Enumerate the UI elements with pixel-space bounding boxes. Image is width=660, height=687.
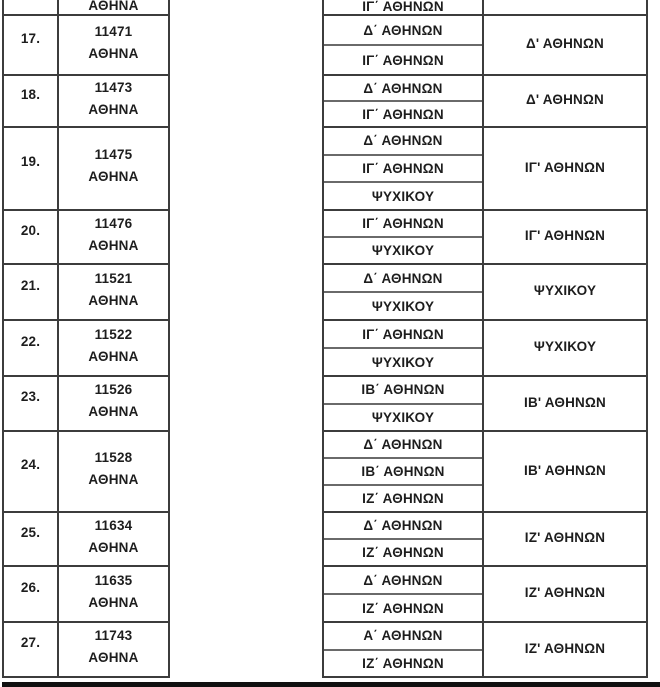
city-name: ΑΘΗΝΑ [88,348,139,364]
table-row [324,377,646,432]
old-doy-subrow [324,102,482,126]
new-doy-name: ΨΥΧΙΚΟΥ [533,283,597,298]
old-doy-name: Α΄ ΑΘΗΝΩΝ [363,628,443,644]
old-doy-name: Δ΄ ΑΘΗΝΩΝ [363,437,443,452]
old-doy-name: ΨΥΧΙΚΟΥ [371,188,435,204]
new-doy-cell [484,432,646,511]
old-doy-name: ΨΥΧΙΚΟΥ [371,298,435,314]
table-row [324,265,646,321]
old-doy-column [324,623,484,676]
old-doy-subrow [324,76,482,102]
new-doy-cell [484,513,646,565]
old-doy-column [324,128,484,209]
table-row [4,211,168,265]
new-doy-cell [484,623,646,676]
table-row [4,567,168,623]
old-doy-column [324,377,484,430]
table-row [4,16,168,76]
postal-code: 11476 [94,215,133,231]
row-number: 18. [20,86,41,102]
table-row [4,76,168,128]
postal-code: 11522 [94,326,133,342]
row-number-cell [4,265,59,319]
postal-code-city-cell [59,623,168,676]
new-doy-cell [484,321,646,375]
new-doy-cell [484,265,646,319]
old-doy-subrow [324,513,482,540]
row-number-cell [4,76,59,126]
row-number-cell [4,623,59,676]
old-doy-name: ΙΖ΄ ΑΘΗΝΩΝ [362,491,444,506]
old-doy-name: Δ΄ ΑΘΗΝΩΝ [363,22,443,38]
postal-code-city-cell [59,513,168,565]
old-doy-subrow [324,567,482,595]
old-doy-name: ΙΓ΄ ΑΘΗΝΩΝ [362,161,444,176]
page-break-bar [2,682,660,687]
old-doy-name: ΙΒ΄ ΑΘΗΝΩΝ [361,464,445,479]
new-doy-cell [484,211,646,263]
postal-code: 11471 [94,23,133,39]
new-doy-cell [484,0,646,14]
row-number-cell [4,128,59,209]
old-doy-name: Δ΄ ΑΘΗΝΩΝ [363,518,443,533]
city-name: ΑΘΗΝΑ [88,404,139,419]
old-doy-name: ΙΖ΄ ΑΘΗΝΩΝ [362,655,444,671]
table-row [324,76,646,128]
old-doy-subrow [324,211,482,238]
old-doy-subrow [324,321,482,349]
new-doy-name: ΙΖ' ΑΘΗΝΩΝ [524,530,606,545]
new-doy-name: ΙΓ' ΑΘΗΝΩΝ [524,159,606,175]
new-doy-cell [484,128,646,209]
old-doy-column [324,0,484,14]
row-number-cell [4,432,59,511]
old-doy-name: ΙΓ΄ ΑΘΗΝΩΝ [362,326,444,342]
postal-code: 11526 [94,382,133,397]
postal-code: 11743 [94,628,133,643]
row-number: 24. [20,457,41,472]
table-row [324,128,646,211]
postal-code-city-cell [59,211,168,263]
old-doy-name: ΙΓ΄ ΑΘΗΝΩΝ [362,216,444,231]
old-doy-name: ΙΖ΄ ΑΘΗΝΩΝ [362,600,444,616]
postal-code-city-cell [59,321,168,375]
row-number-cell [4,513,59,565]
old-doy-subrow [324,349,482,375]
postal-code: 11528 [94,450,133,465]
old-doy-subrow [324,595,482,621]
new-doy-name: ΨΥΧΙΚΟΥ [533,339,597,354]
table-row [4,321,168,377]
table-row-continued [324,0,646,16]
new-doy-name: ΙΒ' ΑΘΗΝΩΝ [524,394,606,410]
postal-code-city-cell [59,265,168,319]
row-number-cell [4,0,59,14]
old-doy-subrow [324,46,482,74]
new-doy-name: ΙΓ' ΑΘΗΝΩΝ [524,228,606,243]
postal-code-city-cell [59,128,168,209]
new-doy-cell [484,16,646,74]
row-number: 25. [20,524,41,540]
table-row-continued [4,0,168,16]
old-doy-column [324,16,484,74]
postal-code-city-cell [59,567,168,621]
old-doy-column [324,265,484,319]
table-row [324,432,646,513]
registry-table [2,0,170,678]
city-name: ΑΘΗΝΑ [88,169,139,184]
city-name: ΑΘΗΝΑ [88,237,139,253]
city-name: ΑΘΗΝΑ [88,472,139,487]
row-number-cell [4,16,59,74]
old-doy-column [324,211,484,263]
city-name: ΑΘΗΝΑ [88,539,139,555]
table-row [4,377,168,432]
old-doy-name: ΙΓ΄ ΑΘΗΝΩΝ [362,0,444,14]
row-number: 26. [20,579,41,595]
new-doy-name: ΙΖ' ΑΘΗΝΩΝ [524,640,606,656]
new-doy-cell [484,76,646,126]
old-doy-column [324,513,484,565]
row-number-cell [4,321,59,375]
old-doy-subrow [324,432,482,459]
postal-code: 11475 [94,147,133,162]
table-row [4,432,168,513]
old-doy-name: ΨΥΧΙΚΟΥ [371,243,435,258]
table-row [324,513,646,567]
postal-code-city-cell [59,377,168,430]
postal-code: 11635 [94,572,133,588]
old-doy-subrow [324,405,482,431]
new-doy-name: ΙΒ' ΑΘΗΝΩΝ [524,462,606,478]
old-doy-subrow [324,238,482,263]
old-doy-name: Δ΄ ΑΘΗΝΩΝ [363,572,443,588]
table-row [4,128,168,211]
old-doy-name: ΙΓ΄ ΑΘΗΝΩΝ [362,52,444,68]
old-doy-name: Δ΄ ΑΘΗΝΩΝ [363,80,443,96]
new-doy-name: ΙΖ' ΑΘΗΝΩΝ [524,585,606,600]
old-doy-subrow [324,293,482,319]
postal-code-city-cell [59,16,168,74]
table-row [4,623,168,678]
row-number: 17. [20,30,41,46]
table-row [324,623,646,678]
row-number: 23. [20,389,41,404]
row-number-cell [4,377,59,430]
old-doy-subrow [324,651,482,677]
old-doy-column [324,432,484,511]
table-row [324,321,646,377]
old-doy-subrow [324,459,482,486]
city-name: ΑΘΗΝΑ [88,650,139,665]
postal-code: 11473 [94,79,133,95]
new-doy-name: Δ' ΑΘΗΝΩΝ [526,36,604,51]
city-name: ΑΘΗΝΑ [88,101,139,117]
city-name: ΑΘΗΝΑ [88,45,139,61]
old-doy-name: ΙΒ΄ ΑΘΗΝΩΝ [361,382,445,398]
row-number: 20. [20,222,41,238]
table-row [324,567,646,623]
new-doy-cell [484,377,646,430]
table-row [324,211,646,265]
postal-code: 11634 [94,517,133,533]
city-name: ΑΘΗΝΑ [88,0,139,13]
old-doy-name: ΨΥΧΙΚΟΥ [371,409,435,425]
old-doy-subrow [324,156,482,184]
row-number: 19. [20,154,41,169]
postal-code-city-cell [59,432,168,511]
old-doy-subrow [324,183,482,209]
table-row [4,265,168,321]
old-doy-subrow [324,128,482,156]
city-name: ΑΘΗΝΑ [88,594,139,610]
old-doy-subrow [324,0,482,15]
table-row [4,513,168,567]
old-doy-column [324,567,484,621]
doy-mapping-table [322,0,648,678]
old-doy-subrow [324,16,482,46]
row-number: 21. [20,277,41,293]
old-doy-subrow [324,265,482,293]
old-doy-name: ΙΓ΄ ΑΘΗΝΩΝ [362,106,444,122]
old-doy-subrow [324,623,482,651]
postal-code: 11521 [94,270,133,286]
old-doy-subrow [324,377,482,405]
row-number-cell [4,211,59,263]
old-doy-column [324,321,484,375]
new-doy-cell [484,567,646,621]
table-row [324,16,646,76]
old-doy-name: Δ΄ ΑΘΗΝΩΝ [363,270,443,286]
postal-code-city-cell [59,76,168,126]
row-number: 27. [20,635,41,650]
postal-code-city-cell [59,0,168,14]
old-doy-name: ΙΖ΄ ΑΘΗΝΩΝ [362,545,444,560]
old-doy-name: Δ΄ ΑΘΗΝΩΝ [363,133,443,149]
row-number-cell [4,567,59,621]
city-name: ΑΘΗΝΑ [88,292,139,308]
row-number: 22. [20,333,41,349]
old-doy-subrow [324,486,482,511]
new-doy-name: Δ' ΑΘΗΝΩΝ [526,92,604,107]
old-doy-column [324,76,484,126]
old-doy-name: ΨΥΧΙΚΟΥ [371,354,435,370]
old-doy-subrow [324,540,482,565]
